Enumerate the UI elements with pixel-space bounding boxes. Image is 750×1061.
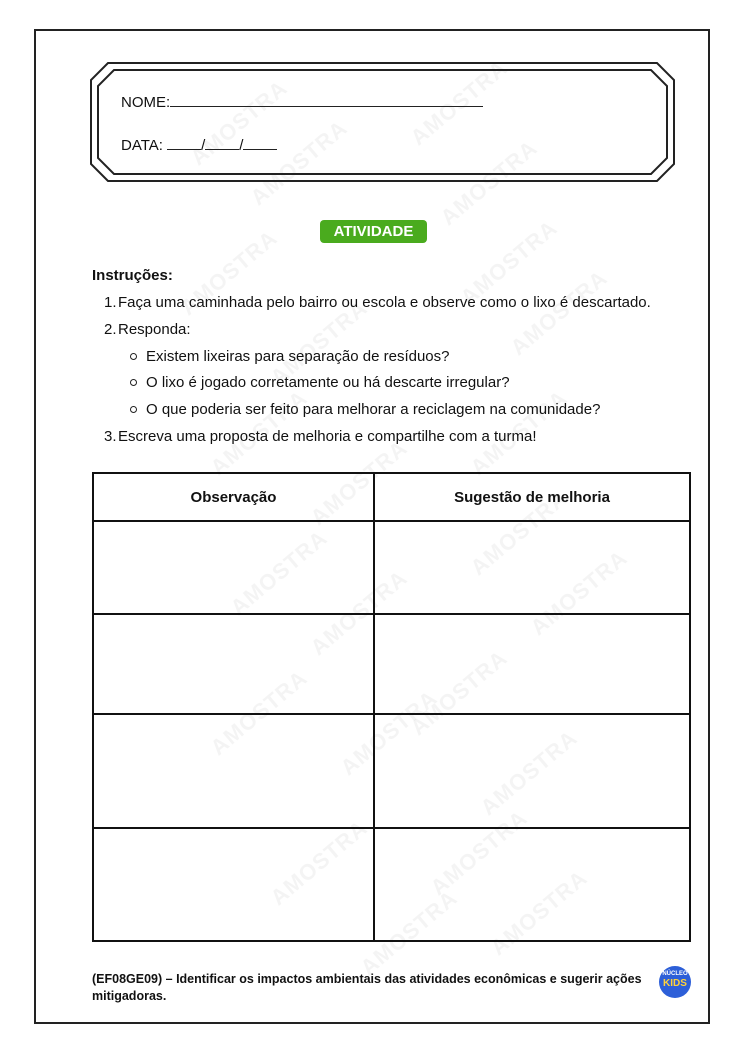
table-header-row (93, 473, 690, 521)
suggestion-cell[interactable] (374, 614, 690, 714)
item-text: Escreva uma proposta de melhoria e compartilhe com a turma! (118, 428, 537, 445)
item-number: 2. (104, 321, 117, 338)
date-separator: / (239, 137, 244, 154)
item-number: 1. (104, 294, 117, 311)
sub-item-text: O lixo é jogado corretamente ou há descarte irregular? (146, 374, 510, 391)
date-field[interactable] (121, 137, 277, 154)
instruction-item (104, 294, 651, 311)
logo-text-bottom: KIDS (663, 978, 687, 989)
table-row (93, 614, 690, 714)
sub-item (130, 348, 450, 365)
sub-item (130, 374, 510, 391)
item-text: Responda: (118, 321, 191, 338)
suggestion-cell[interactable] (374, 521, 690, 614)
observation-cell[interactable] (93, 714, 374, 828)
name-field[interactable] (121, 94, 483, 111)
column-header-observation: Observação (93, 473, 374, 521)
name-label: NOME: (121, 94, 171, 111)
item-number: 3. (104, 428, 117, 445)
kids-logo-icon (659, 966, 691, 998)
header-box-border (90, 62, 675, 182)
date-year-line[interactable] (243, 137, 277, 150)
skill-code-footer: (EF08GE09) – Identificar os impactos ambientais das atividades econômicas e sugerir ações mitigadoras. (92, 972, 642, 1003)
table-row (93, 828, 690, 941)
suggestion-cell[interactable] (374, 714, 690, 828)
suggestion-cell[interactable] (374, 828, 690, 941)
date-label: DATA: (121, 137, 163, 154)
student-info-box (90, 62, 675, 182)
table-row (93, 521, 690, 614)
observation-cell[interactable] (93, 614, 374, 714)
bullet-icon (130, 379, 137, 386)
instruction-item (104, 321, 191, 338)
sub-item (130, 401, 600, 418)
item-text: Faça uma caminhada pelo bairro ou escola e observe como o lixo é descartado. (118, 294, 651, 311)
observation-cell[interactable] (93, 828, 374, 941)
name-input-line[interactable] (170, 94, 483, 107)
logo-text-top: NÚCLEO (662, 971, 688, 977)
date-separator: / (201, 137, 206, 154)
activity-badge: ATIVIDADE (320, 220, 427, 243)
instruction-item (104, 428, 537, 445)
bullet-icon (130, 353, 137, 360)
observation-cell[interactable] (93, 521, 374, 614)
date-month-line[interactable] (205, 137, 239, 150)
bullet-icon (130, 406, 137, 413)
sub-item-text: Existem lixeiras para separação de resíduos? (146, 348, 450, 365)
date-day-line[interactable] (167, 137, 201, 150)
table-row (93, 714, 690, 828)
column-header-suggestion: Sugestão de melhoria (374, 473, 690, 521)
instructions-title: Instruções: (92, 267, 173, 284)
observation-table (92, 472, 691, 942)
sub-item-text: O que poderia ser feito para melhorar a reciclagem na comunidade? (146, 401, 601, 418)
